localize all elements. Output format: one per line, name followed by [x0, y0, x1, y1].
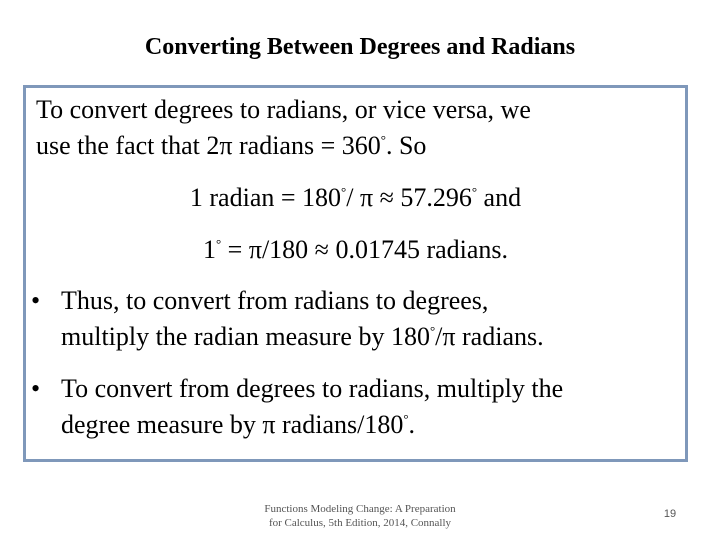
- intro-line-2: [36, 128, 531, 164]
- degree-symbol: °: [215, 236, 222, 251]
- equation-2-part-b: = π/180 ≈ 0.01745 radians.: [221, 235, 509, 264]
- intro-paragraph: [36, 92, 531, 164]
- equation-1-part-a: 1 radian = 180: [189, 183, 342, 212]
- bullet-2-line-1: To convert from degrees to radians, multiply the: [61, 374, 564, 403]
- bullet-2-line-2: degree measure by π radians/180: [61, 410, 404, 439]
- footer-line-1: Functions Modeling Change: A Preparation: [264, 503, 456, 515]
- equation-degree-to-radians: [26, 233, 685, 267]
- degree-symbol: °: [341, 184, 347, 199]
- intro-line-1: To convert degrees to radians, or vice versa, we: [36, 95, 531, 124]
- equation-1-part-b: / π ≈ 57.296: [346, 183, 472, 212]
- footer-citation: [240, 502, 480, 530]
- degree-symbol: °: [380, 132, 386, 147]
- degree-symbol: °: [429, 323, 436, 338]
- degree-symbol: °: [403, 411, 409, 426]
- bullet-line-2: [31, 407, 563, 443]
- bullet-item: [31, 371, 563, 443]
- equation-2-part-a: 1: [202, 235, 216, 264]
- bullet-line-2: [31, 319, 544, 355]
- footer-line-2: for Calculus, 5th Edition, 2014, Connally: [268, 517, 452, 529]
- equation-radian-to-degrees: [26, 181, 685, 215]
- bullet-1-line-1: Thus, to convert from radians to degrees,: [61, 286, 489, 315]
- page-number: 19: [663, 508, 677, 520]
- bullet-2-line-2-end: .: [408, 410, 416, 439]
- bullet-1-line-2-end: /π radians.: [435, 322, 544, 351]
- bullet-marker: •: [31, 374, 41, 403]
- equation-1-part-c: and: [477, 183, 522, 212]
- intro-line-2-text: use the fact that 2π radians = 360: [36, 131, 381, 160]
- content-box: [23, 85, 688, 462]
- slide-title: Converting Between Degrees and Radians: [144, 34, 576, 60]
- bullet-1-line-2: multiply the radian measure by 180: [61, 322, 430, 351]
- degree-symbol: °: [471, 184, 478, 199]
- bullet-marker: •: [31, 286, 41, 315]
- bullet-line-1: [31, 283, 544, 319]
- intro-line-2-end: . So: [385, 131, 427, 160]
- bullet-line-1: [31, 371, 563, 407]
- bullet-item: [31, 283, 544, 355]
